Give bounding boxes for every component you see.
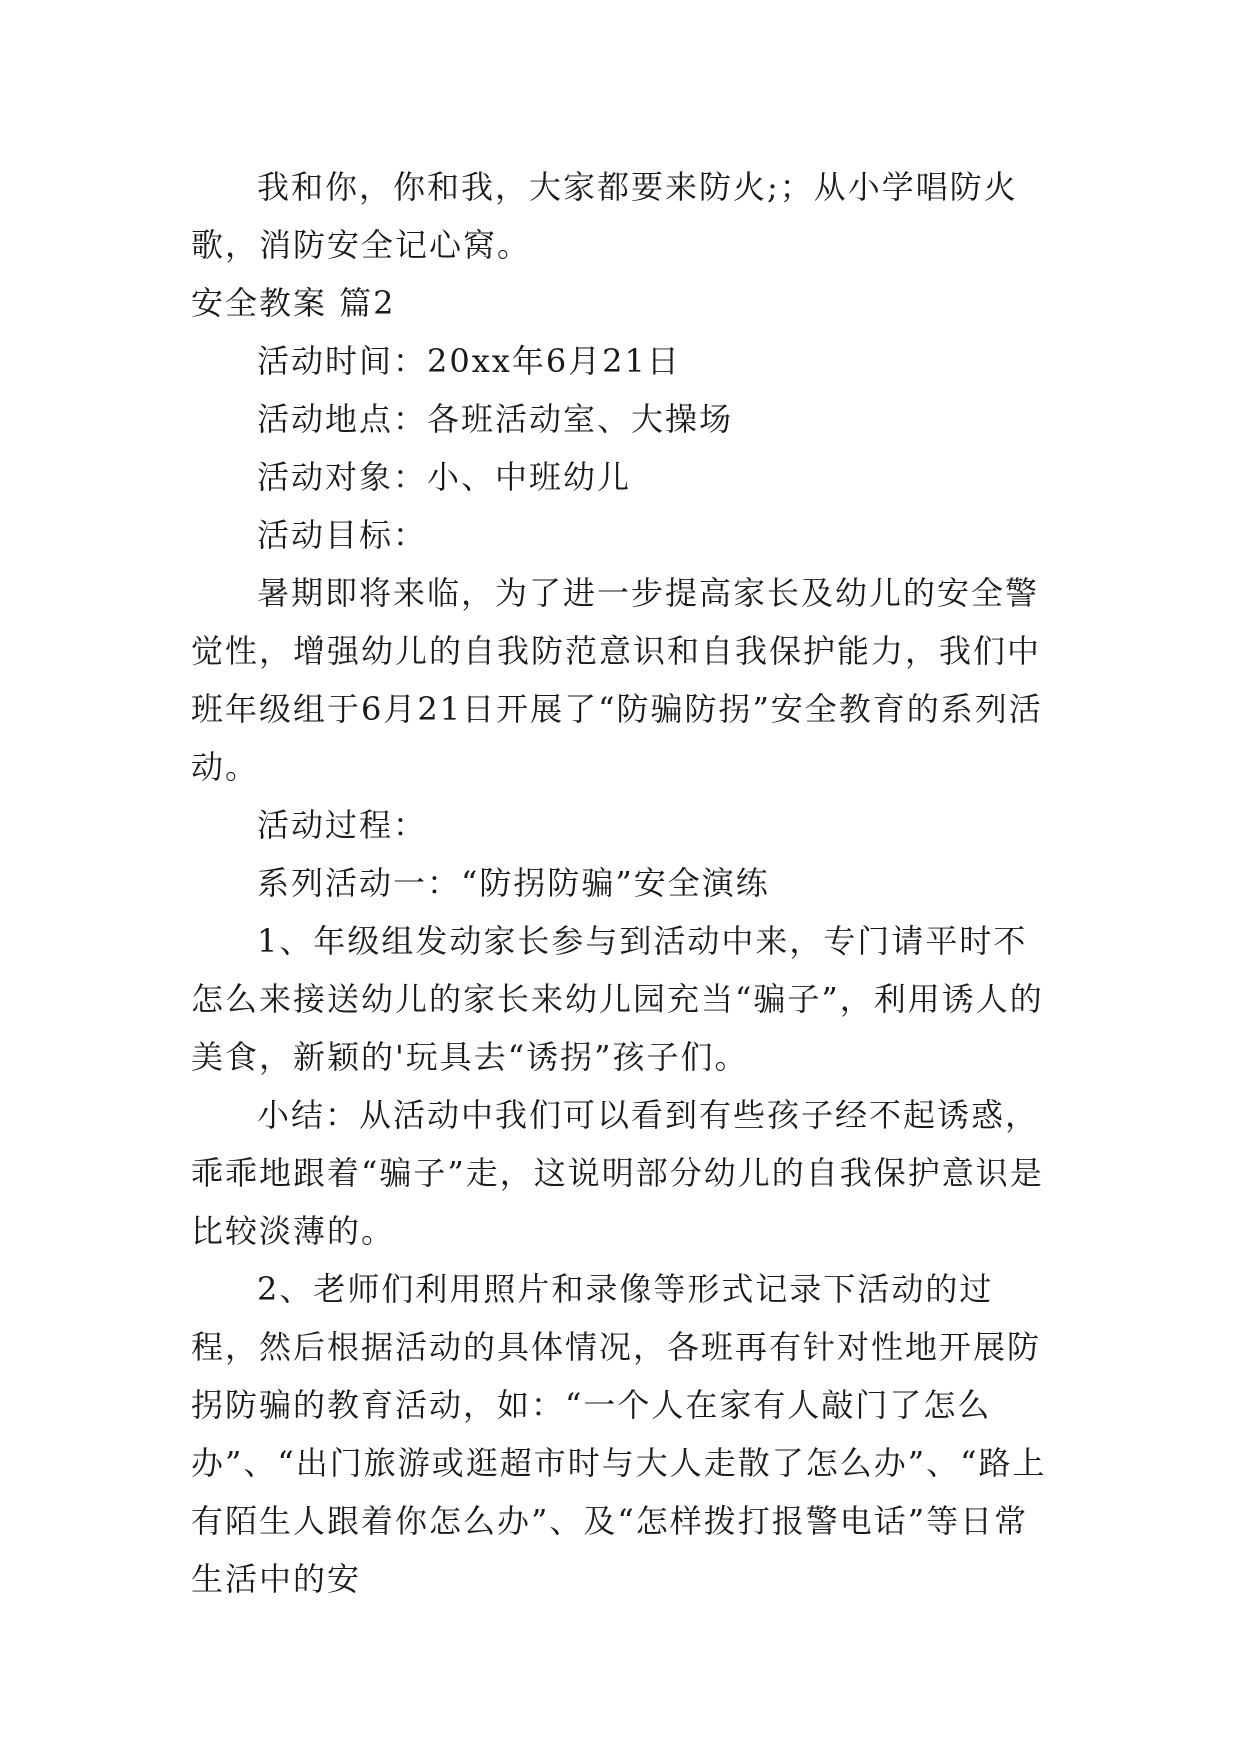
- section-title: 安全教案 篇2: [191, 284, 396, 322]
- activity-place: 活动地点：各班活动室、大操场: [257, 400, 734, 438]
- document-body: [191, 158, 1061, 1608]
- intro-paragraph: 我和你，你和我，大家都要来防火;；从小学唱防火歌，消防安全记心窝。: [191, 168, 1018, 264]
- series-one-title: 系列活动一：“防拐防骗”安全演练: [257, 864, 770, 902]
- item-two-paragraph: 2、老师们利用照片和录像等形式记录下活动的过程，然后根据活动的具体情况，各班再有针对性地开展防拐防骗的教育活动，如：“一个人在家有人敲门了怎么办”、“出门旅游或逛超市时与大人走散了怎么办”、“路上有陌生人跟着你怎么办”、及“怎样拨打报警电话”等日常生活中的安: [191, 1270, 1047, 1598]
- activity-target: 活动对象：小、中班幼儿: [257, 458, 632, 496]
- activity-time: 活动时间：20xx年6月21日: [257, 342, 681, 380]
- item-one-paragraph: 1、年级组发动家长参与到活动中来，专门请平时不怎么来接送幼儿的家长来幼儿园充当“骗子”，利用诱人的美食，新颖的'玩具去“诱拐”孩子们。: [191, 922, 1044, 1076]
- summary-paragraph: 小结：从活动中我们可以看到有些孩子经不起诱惑，乖乖地跟着“骗子”走，这说明部分幼儿的自我保护意识是比较淡薄的。: [191, 1096, 1044, 1250]
- activity-goal-label: 活动目标：: [257, 516, 428, 554]
- process-label: 活动过程：: [257, 806, 428, 844]
- goal-paragraph: 暑期即将来临，为了进一步提高家长及幼儿的安全警觉性，增强幼儿的自我防范意识和自我保护能力，我们中班年级组于6月21日开展了“防骗防拐”安全教育的系列活动。: [191, 574, 1043, 786]
